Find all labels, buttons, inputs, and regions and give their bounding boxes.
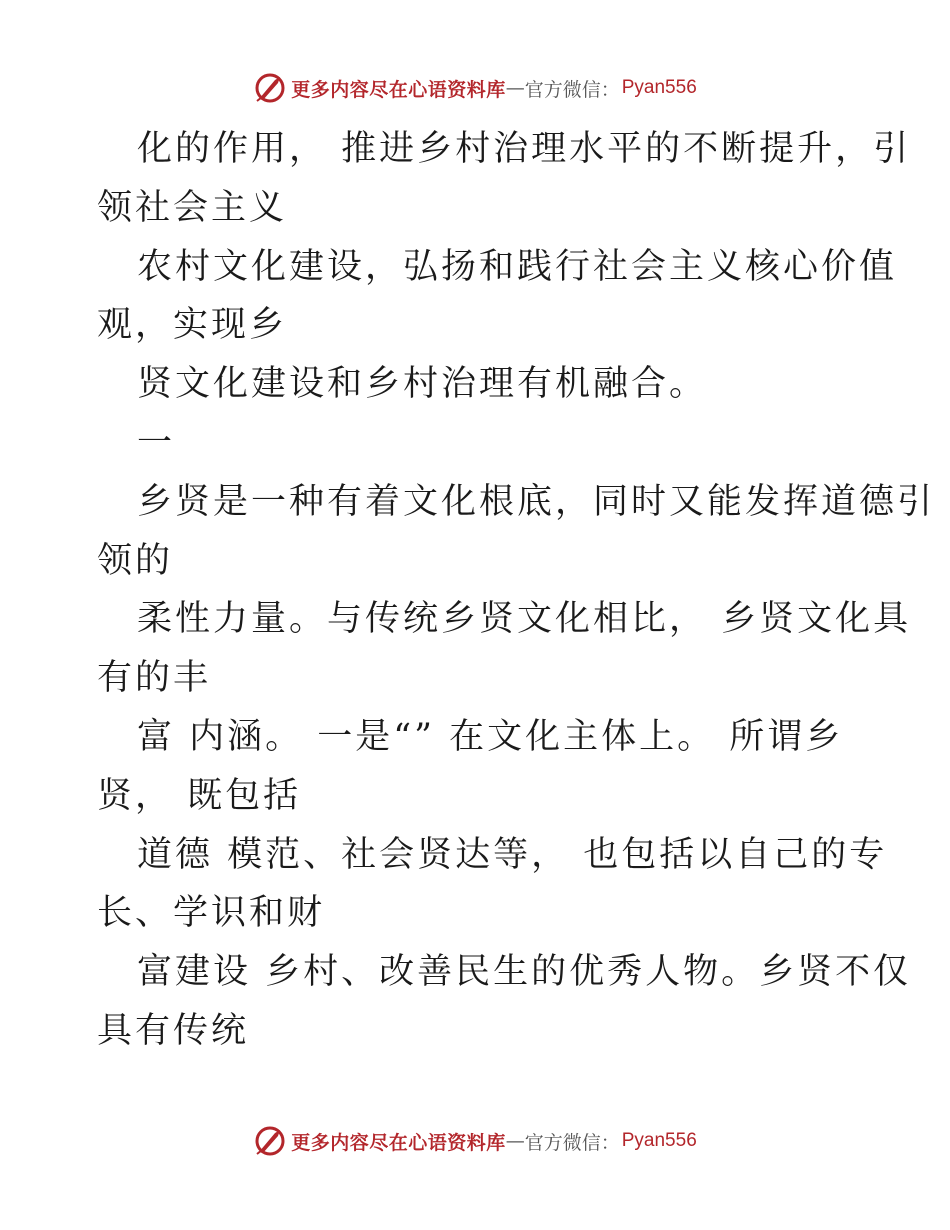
body-line: 有的丰 [97,658,212,699]
brand-banner [253,1124,697,1158]
body-line: 化的作用， 推进乡村治理水平的不断提升，引 [137,129,912,169]
brand-separator: — [505,1130,525,1152]
body-line: 农村文化建设，弘扬和践行社会主义核心价值 [137,246,898,287]
body-line: 具有传统 [97,1010,250,1051]
body-line: 柔性力量。与传统乡贤文化相比， 乡贤文化具 [137,599,912,640]
brand-wechat-id: Pyan556 [621,77,697,98]
quill-pen-logo-icon [253,71,287,105]
document-body [97,120,936,1061]
brand-wechat-label: 官方微信： [524,78,620,101]
body-line: 领社会主义 [97,187,288,228]
brand-separator: — [505,77,525,99]
page-header-watermark [0,68,950,108]
body-line: 一 [137,422,176,463]
body-line: 领的 [97,540,174,581]
body-line: 贤文化建设和乡村治理有机融合。 [137,364,708,405]
body-line: 贤， 既包括 [97,775,302,816]
quill-pen-logo-icon [253,1124,287,1158]
body-line: 乡贤是一种有着文化根底，同时又能发挥道德引 [137,481,936,522]
brand-wechat-label: 官方微信： [524,1131,620,1154]
brand-wechat-id: Pyan556 [621,1130,697,1151]
page-footer-watermark [0,1121,950,1161]
body-line: 长、学识和财 [97,893,326,934]
body-line: 道德 模范、社会贤达等， 也包括以自己的专 [137,834,888,875]
brand-site-text: 更多内容尽在心语资料库 [291,1131,506,1154]
body-line: 观，实现乡 [97,305,288,346]
body-line: 富 内涵。 一是“” 在文化主体上。 所谓乡 [137,716,844,757]
body-line: 富建设 乡村、改善民生的优秀人物。乡贤不仅 [137,952,912,993]
brand-banner [253,71,697,105]
brand-site-text: 更多内容尽在心语资料库 [291,78,506,101]
